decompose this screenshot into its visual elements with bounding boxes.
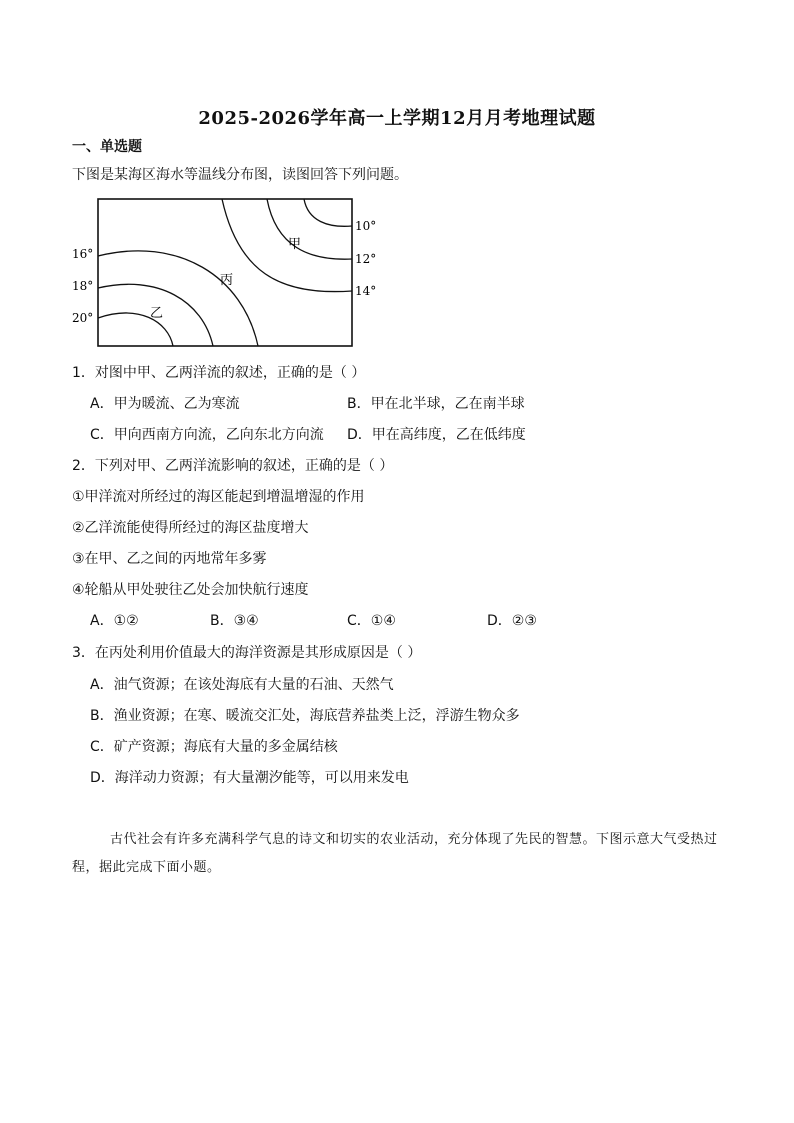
page-title: 2025-2026学年高一上学期12月月考地理试题 — [198, 108, 596, 129]
q2-statement-1: ①甲洋流对所经过的海区能起到增温增湿的作用 — [72, 489, 365, 505]
right-label-14: 14° — [355, 284, 377, 298]
q1-option-b[interactable]: B．甲在北半球，乙在南半球 — [347, 396, 525, 412]
q1-option-d[interactable]: D．甲在高纬度，乙在低纬度 — [347, 427, 526, 443]
label-bing: 丙 — [220, 273, 234, 288]
q2-option-c[interactable]: C．①④ — [347, 613, 396, 629]
q1-stem: 1．对图中甲、乙两洋流的叙述，正确的是（ ） — [72, 365, 366, 381]
q2-statement-4: ④轮船从甲处驶往乙处会加快航行速度 — [72, 582, 309, 598]
section-heading: 一、单选题 — [72, 139, 142, 155]
q2-statement-2: ②乙洋流能使得所经过的海区盐度增大 — [72, 520, 309, 536]
q3-option-c[interactable]: C．矿产资源；海底有大量的多金属结核 — [90, 739, 338, 755]
left-label-20: 20° — [72, 311, 94, 325]
label-yi: 乙 — [150, 306, 164, 321]
q2-statement-3: ③在甲、乙之间的丙地常年多雾 — [72, 551, 267, 567]
q3-option-a[interactable]: A．油气资源；在该处海底有大量的石油、天然气 — [90, 677, 394, 693]
q1-option-a[interactable]: A．甲为暖流、乙为寒流 — [90, 396, 240, 412]
right-label-12: 12° — [355, 252, 377, 266]
isotherm-10 — [304, 199, 352, 226]
q2-option-b[interactable]: B．③④ — [210, 613, 259, 629]
isotherm-16 — [98, 251, 258, 346]
isotherm-12 — [267, 199, 352, 259]
left-label-16: 16° — [72, 247, 94, 261]
isotherm-14 — [222, 199, 352, 292]
q3-stem: 3．在丙处利用价值最大的海洋资源是其形成原因是（ ） — [72, 645, 422, 661]
q2-stem: 2．下列对甲、乙两洋流影响的叙述，正确的是（ ） — [72, 458, 394, 474]
label-jia: 甲 — [288, 237, 302, 252]
q1-option-c[interactable]: C．甲向西南方向流，乙向东北方向流 — [90, 427, 324, 443]
intro-text: 下图是某海区海水等温线分布图，读图回答下列问题。 — [72, 167, 408, 183]
q2-option-d[interactable]: D．②③ — [487, 613, 537, 629]
q3-option-b[interactable]: B．渔业资源；在寒、暖流交汇处，海底营养盐类上泛，浮游生物众多 — [90, 708, 520, 724]
isotherm-map — [68, 196, 388, 351]
left-label-18: 18° — [72, 279, 94, 293]
q3-option-d[interactable]: D．海洋动力资源；有大量潮汐能等，可以用来发电 — [90, 770, 409, 786]
right-label-10: 10° — [355, 219, 377, 233]
reading-passage: 古代社会有许多充满科学气息的诗文和切实的农业活动，充分体现了先民的智慧。下图示意大气受热过程，据此完成下面小题。 — [72, 832, 718, 875]
q2-option-a[interactable]: A．①② — [90, 613, 139, 629]
